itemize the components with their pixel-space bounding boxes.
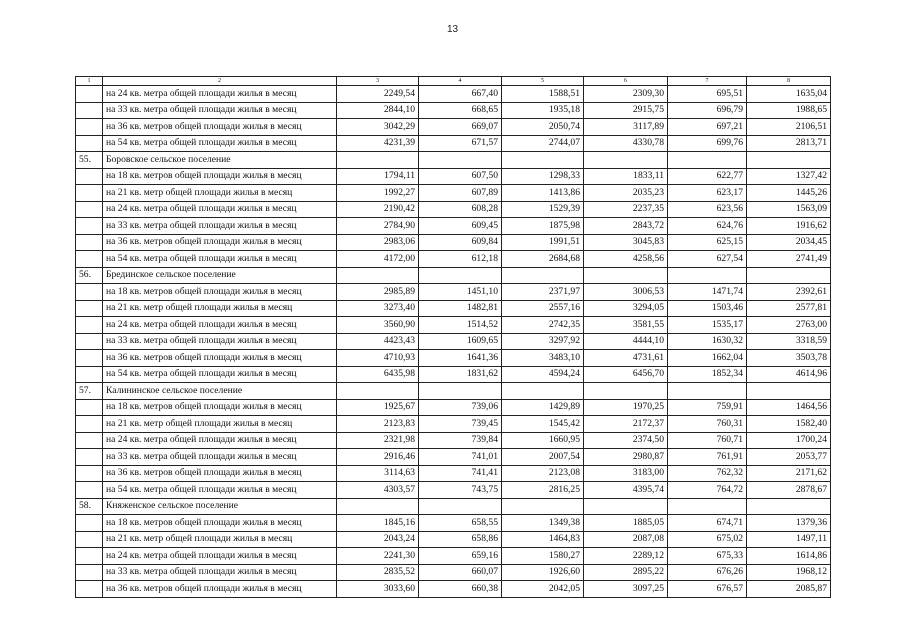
area-description: на 33 кв. метра общей площади жилья в месяц — [103, 102, 337, 119]
empty-index-cell — [76, 581, 103, 598]
value-cell: 4594,24 — [502, 366, 584, 383]
column-number: 3 — [337, 77, 419, 86]
area-description: на 33 кв. метра общей площади жилья в месяц — [103, 333, 337, 350]
value-cell: 2763,00 — [747, 317, 831, 334]
column-number: 4 — [419, 77, 502, 86]
value-cell: 1451,10 — [419, 284, 502, 301]
value-cell: 1413,86 — [502, 185, 584, 202]
value-cell: 697,21 — [668, 119, 747, 136]
value-cell: 1988,65 — [747, 102, 831, 119]
empty-cell — [668, 267, 747, 284]
value-cell: 1582,40 — [747, 416, 831, 433]
table-row — [76, 515, 831, 532]
value-cell: 1916,62 — [747, 218, 831, 235]
value-cell: 759,91 — [668, 399, 747, 416]
value-cell: 2007,54 — [502, 449, 584, 466]
value-cell: 2843,72 — [584, 218, 668, 235]
value-cell: 2043,24 — [337, 531, 419, 548]
value-cell: 609,84 — [419, 234, 502, 251]
area-description: на 18 кв. метров общей площади жилья в месяц — [103, 168, 337, 185]
value-cell: 623,17 — [668, 185, 747, 202]
table-row — [76, 449, 831, 466]
settlement-index: 57. — [76, 383, 103, 400]
value-cell: 3033,60 — [337, 581, 419, 598]
value-cell: 3503,78 — [747, 350, 831, 367]
settlement-index: 55. — [76, 152, 103, 169]
value-cell: 2035,23 — [584, 185, 668, 202]
value-cell: 622,77 — [668, 168, 747, 185]
value-cell: 627,54 — [668, 251, 747, 268]
value-cell: 2309,30 — [584, 86, 668, 103]
value-cell: 1349,38 — [502, 515, 584, 532]
empty-cell — [337, 152, 419, 169]
value-cell: 760,71 — [668, 432, 747, 449]
area-description: на 24 кв. метра общей площади жилья в месяц — [103, 548, 337, 565]
value-cell: 3117,89 — [584, 119, 668, 136]
empty-cell — [668, 152, 747, 169]
value-cell: 3006,53 — [584, 284, 668, 301]
value-cell: 1464,83 — [502, 531, 584, 548]
empty-cell — [584, 498, 668, 515]
value-cell: 2784,90 — [337, 218, 419, 235]
empty-cell — [337, 267, 419, 284]
table-row — [76, 234, 831, 251]
empty-cell — [502, 383, 584, 400]
value-cell: 3045,83 — [584, 234, 668, 251]
table-row — [76, 168, 831, 185]
value-cell: 1614,86 — [747, 548, 831, 565]
empty-index-cell — [76, 399, 103, 416]
value-cell: 2980,87 — [584, 449, 668, 466]
area-description: на 36 кв. метров общей площади жилья в месяц — [103, 119, 337, 136]
value-cell: 623,56 — [668, 201, 747, 218]
area-description: на 36 кв. метров общей площади жилья в месяц — [103, 581, 337, 598]
empty-index-cell — [76, 548, 103, 565]
value-cell: 6456,70 — [584, 366, 668, 383]
empty-cell — [747, 498, 831, 515]
table-row — [76, 119, 831, 136]
value-cell: 2087,08 — [584, 531, 668, 548]
value-cell: 2816,25 — [502, 482, 584, 499]
settlement-group-row — [76, 498, 831, 515]
table-row — [76, 482, 831, 499]
value-cell: 658,86 — [419, 531, 502, 548]
value-cell: 2171,62 — [747, 465, 831, 482]
area-description: на 36 кв. метров общей площади жилья в месяц — [103, 234, 337, 251]
empty-index-cell — [76, 102, 103, 119]
value-cell: 1794,11 — [337, 168, 419, 185]
value-cell: 2374,50 — [584, 432, 668, 449]
settlement-group-row — [76, 383, 831, 400]
empty-cell — [668, 498, 747, 515]
value-cell: 625,15 — [668, 234, 747, 251]
column-number: 2 — [103, 77, 337, 86]
value-cell: 1497,11 — [747, 531, 831, 548]
table-body — [76, 86, 831, 598]
empty-index-cell — [76, 531, 103, 548]
value-cell: 624,76 — [668, 218, 747, 235]
empty-cell — [419, 267, 502, 284]
empty-index-cell — [76, 416, 103, 433]
value-cell: 2237,35 — [584, 201, 668, 218]
value-cell: 1700,24 — [747, 432, 831, 449]
area-description: на 54 кв. метра общей площади жилья в месяц — [103, 366, 337, 383]
value-cell: 1833,11 — [584, 168, 668, 185]
value-cell: 741,01 — [419, 449, 502, 466]
table-row — [76, 300, 831, 317]
settlement-name: Боровское сельское поселение — [103, 152, 337, 169]
value-cell: 760,31 — [668, 416, 747, 433]
value-cell: 2249,54 — [337, 86, 419, 103]
value-cell: 764,72 — [668, 482, 747, 499]
area-description: на 36 кв. метров общей площади жилья в месяц — [103, 465, 337, 482]
empty-cell — [419, 383, 502, 400]
value-cell: 1875,98 — [502, 218, 584, 235]
area-description: на 24 кв. метра общей площади жилья в месяц — [103, 317, 337, 334]
value-cell: 2106,51 — [747, 119, 831, 136]
value-cell: 2321,98 — [337, 432, 419, 449]
value-cell: 3294,05 — [584, 300, 668, 317]
area-description: на 21 кв. метр общей площади жилья в месяц — [103, 185, 337, 202]
table-row — [76, 366, 831, 383]
settlement-index: 58. — [76, 498, 103, 515]
value-cell: 4731,61 — [584, 350, 668, 367]
value-cell: 741,41 — [419, 465, 502, 482]
value-cell: 660,07 — [419, 564, 502, 581]
table-row — [76, 432, 831, 449]
empty-cell — [747, 152, 831, 169]
value-cell: 1935,18 — [502, 102, 584, 119]
value-cell: 1327,42 — [747, 168, 831, 185]
settlement-index: 56. — [76, 267, 103, 284]
value-cell: 3042,29 — [337, 119, 419, 136]
empty-index-cell — [76, 317, 103, 334]
value-cell: 2744,07 — [502, 135, 584, 152]
value-cell: 676,26 — [668, 564, 747, 581]
column-number: 7 — [668, 77, 747, 86]
value-cell: 4172,00 — [337, 251, 419, 268]
value-cell: 4710,93 — [337, 350, 419, 367]
empty-index-cell — [76, 465, 103, 482]
value-cell: 739,45 — [419, 416, 502, 433]
empty-cell — [419, 152, 502, 169]
area-description: на 21 кв. метр общей площади жилья в месяц — [103, 416, 337, 433]
value-cell: 1926,60 — [502, 564, 584, 581]
column-number: 1 — [76, 77, 103, 86]
value-cell: 2172,37 — [584, 416, 668, 433]
area-description: на 54 кв. метра общей площади жилья в месяц — [103, 135, 337, 152]
empty-index-cell — [76, 119, 103, 136]
table-row — [76, 416, 831, 433]
empty-index-cell — [76, 366, 103, 383]
empty-index-cell — [76, 432, 103, 449]
empty-index-cell — [76, 251, 103, 268]
value-cell: 608,28 — [419, 201, 502, 218]
value-cell: 2190,42 — [337, 201, 419, 218]
value-cell: 675,33 — [668, 548, 747, 565]
value-cell: 1925,67 — [337, 399, 419, 416]
area-description: на 54 кв. метра общей площади жилья в месяц — [103, 482, 337, 499]
empty-cell — [747, 383, 831, 400]
column-number: 5 — [502, 77, 584, 86]
empty-cell — [502, 498, 584, 515]
area-description: на 54 кв. метра общей площади жилья в месяц — [103, 251, 337, 268]
value-cell: 696,79 — [668, 102, 747, 119]
value-cell: 676,57 — [668, 581, 747, 598]
value-cell: 1845,16 — [337, 515, 419, 532]
value-cell: 2042,05 — [502, 581, 584, 598]
empty-cell — [584, 267, 668, 284]
value-cell: 3273,40 — [337, 300, 419, 317]
value-cell: 2289,12 — [584, 548, 668, 565]
table-row — [76, 135, 831, 152]
area-description: на 36 кв. метров общей площади жилья в месяц — [103, 350, 337, 367]
value-cell: 659,16 — [419, 548, 502, 565]
table-row — [76, 531, 831, 548]
value-cell: 2844,10 — [337, 102, 419, 119]
value-cell: 2983,06 — [337, 234, 419, 251]
value-cell: 674,71 — [668, 515, 747, 532]
empty-cell — [337, 498, 419, 515]
value-cell: 1429,89 — [502, 399, 584, 416]
value-cell: 1529,39 — [502, 201, 584, 218]
empty-cell — [747, 267, 831, 284]
empty-index-cell — [76, 300, 103, 317]
value-cell: 2835,52 — [337, 564, 419, 581]
empty-cell — [419, 498, 502, 515]
value-cell: 2741,49 — [747, 251, 831, 268]
value-cell: 4395,74 — [584, 482, 668, 499]
value-cell: 658,55 — [419, 515, 502, 532]
table-row — [76, 581, 831, 598]
value-cell: 1831,62 — [419, 366, 502, 383]
value-cell: 762,32 — [668, 465, 747, 482]
empty-index-cell — [76, 201, 103, 218]
area-description: на 24 кв. метра общей площади жилья в месяц — [103, 86, 337, 103]
value-cell: 1609,65 — [419, 333, 502, 350]
empty-index-cell — [76, 284, 103, 301]
value-cell: 2557,16 — [502, 300, 584, 317]
value-cell: 2742,35 — [502, 317, 584, 334]
empty-index-cell — [76, 564, 103, 581]
value-cell: 2577,81 — [747, 300, 831, 317]
area-description: на 18 кв. метров общей площади жилья в месяц — [103, 399, 337, 416]
settlement-name: Брединское сельское поселение — [103, 267, 337, 284]
value-cell: 2813,71 — [747, 135, 831, 152]
area-description: на 33 кв. метра общей площади жилья в месяц — [103, 449, 337, 466]
value-cell: 1580,27 — [502, 548, 584, 565]
table-row — [76, 465, 831, 482]
value-cell: 3297,92 — [502, 333, 584, 350]
value-cell: 4330,78 — [584, 135, 668, 152]
value-cell: 3114,63 — [337, 465, 419, 482]
empty-index-cell — [76, 482, 103, 499]
value-cell: 668,65 — [419, 102, 502, 119]
value-cell: 609,45 — [419, 218, 502, 235]
value-cell: 1471,74 — [668, 284, 747, 301]
value-cell: 4614,96 — [747, 366, 831, 383]
value-cell: 2878,67 — [747, 482, 831, 499]
value-cell: 669,07 — [419, 119, 502, 136]
value-cell: 1992,27 — [337, 185, 419, 202]
value-cell: 1298,33 — [502, 168, 584, 185]
area-description: на 21 кв. метр общей площади жилья в месяц — [103, 531, 337, 548]
tariff-table — [75, 76, 831, 598]
empty-index-cell — [76, 333, 103, 350]
value-cell: 4303,57 — [337, 482, 419, 499]
empty-index-cell — [76, 185, 103, 202]
value-cell: 4423,43 — [337, 333, 419, 350]
table-row — [76, 218, 831, 235]
area-description: на 24 кв. метра общей площади жилья в месяц — [103, 201, 337, 218]
table-row — [76, 317, 831, 334]
settlement-group-row — [76, 152, 831, 169]
value-cell: 1635,04 — [747, 86, 831, 103]
settlement-name: Княженское сельское поселение — [103, 498, 337, 515]
value-cell: 4444,10 — [584, 333, 668, 350]
value-cell: 2241,30 — [337, 548, 419, 565]
value-cell: 2034,45 — [747, 234, 831, 251]
value-cell: 1660,95 — [502, 432, 584, 449]
table-row — [76, 102, 831, 119]
value-cell: 3581,55 — [584, 317, 668, 334]
column-number-row — [76, 77, 831, 86]
settlement-name: Калининское сельское поселение — [103, 383, 337, 400]
value-cell: 2915,75 — [584, 102, 668, 119]
empty-cell — [584, 152, 668, 169]
value-cell: 1514,52 — [419, 317, 502, 334]
area-description: на 18 кв. метров общей площади жилья в месяц — [103, 284, 337, 301]
empty-index-cell — [76, 218, 103, 235]
table-row — [76, 564, 831, 581]
value-cell: 1563,09 — [747, 201, 831, 218]
value-cell: 695,51 — [668, 86, 747, 103]
value-cell: 739,06 — [419, 399, 502, 416]
column-number: 8 — [747, 77, 831, 86]
table-row — [76, 333, 831, 350]
area-description: на 24 кв. метра общей площади жилья в месяц — [103, 432, 337, 449]
value-cell: 2371,97 — [502, 284, 584, 301]
value-cell: 1588,51 — [502, 86, 584, 103]
table-row — [76, 185, 831, 202]
value-cell: 2053,77 — [747, 449, 831, 466]
value-cell: 1852,34 — [668, 366, 747, 383]
value-cell: 2050,74 — [502, 119, 584, 136]
empty-index-cell — [76, 86, 103, 103]
table-row — [76, 399, 831, 416]
settlement-group-row — [76, 267, 831, 284]
value-cell: 4231,39 — [337, 135, 419, 152]
empty-index-cell — [76, 515, 103, 532]
value-cell: 1482,81 — [419, 300, 502, 317]
value-cell: 667,40 — [419, 86, 502, 103]
value-cell: 1379,36 — [747, 515, 831, 532]
value-cell: 2916,46 — [337, 449, 419, 466]
empty-index-cell — [76, 234, 103, 251]
area-description: на 33 кв. метра общей площади жилья в месяц — [103, 564, 337, 581]
value-cell: 1445,26 — [747, 185, 831, 202]
value-cell: 2392,61 — [747, 284, 831, 301]
value-cell: 743,75 — [419, 482, 502, 499]
value-cell: 607,89 — [419, 185, 502, 202]
area-description: на 33 кв. метра общей площади жилья в месяц — [103, 218, 337, 235]
value-cell: 1970,25 — [584, 399, 668, 416]
value-cell: 2684,68 — [502, 251, 584, 268]
empty-index-cell — [76, 350, 103, 367]
value-cell: 3318,59 — [747, 333, 831, 350]
value-cell: 1641,36 — [419, 350, 502, 367]
value-cell: 739,84 — [419, 432, 502, 449]
column-number: 6 — [584, 77, 668, 86]
area-description: на 21 кв. метр общей площади жилья в месяц — [103, 300, 337, 317]
value-cell: 1885,05 — [584, 515, 668, 532]
table-row — [76, 201, 831, 218]
value-cell: 6435,98 — [337, 366, 419, 383]
empty-cell — [584, 383, 668, 400]
value-cell: 4258,56 — [584, 251, 668, 268]
value-cell: 1991,51 — [502, 234, 584, 251]
empty-index-cell — [76, 135, 103, 152]
value-cell: 675,02 — [668, 531, 747, 548]
empty-index-cell — [76, 449, 103, 466]
value-cell: 3183,00 — [584, 465, 668, 482]
table-row — [76, 548, 831, 565]
empty-cell — [337, 383, 419, 400]
value-cell: 1545,42 — [502, 416, 584, 433]
value-cell: 2123,83 — [337, 416, 419, 433]
empty-cell — [502, 267, 584, 284]
table-row — [76, 350, 831, 367]
area-description: на 18 кв. метров общей площади жилья в месяц — [103, 515, 337, 532]
value-cell: 1968,12 — [747, 564, 831, 581]
value-cell: 699,76 — [668, 135, 747, 152]
value-cell: 612,18 — [419, 251, 502, 268]
value-cell: 2123,08 — [502, 465, 584, 482]
empty-cell — [502, 152, 584, 169]
empty-index-cell — [76, 168, 103, 185]
value-cell: 3097,25 — [584, 581, 668, 598]
value-cell: 607,50 — [419, 168, 502, 185]
table-row — [76, 86, 831, 103]
value-cell: 1503,46 — [668, 300, 747, 317]
value-cell: 2895,22 — [584, 564, 668, 581]
value-cell: 2085,87 — [747, 581, 831, 598]
value-cell: 3483,10 — [502, 350, 584, 367]
value-cell: 1630,32 — [668, 333, 747, 350]
value-cell: 2985,89 — [337, 284, 419, 301]
value-cell: 1464,56 — [747, 399, 831, 416]
value-cell: 761,91 — [668, 449, 747, 466]
value-cell: 1662,04 — [668, 350, 747, 367]
value-cell: 3560,90 — [337, 317, 419, 334]
table-row — [76, 284, 831, 301]
value-cell: 671,57 — [419, 135, 502, 152]
table-row — [76, 251, 831, 268]
value-cell: 660,38 — [419, 581, 502, 598]
page-number: 13 — [446, 24, 459, 35]
empty-cell — [668, 383, 747, 400]
value-cell: 1535,17 — [668, 317, 747, 334]
